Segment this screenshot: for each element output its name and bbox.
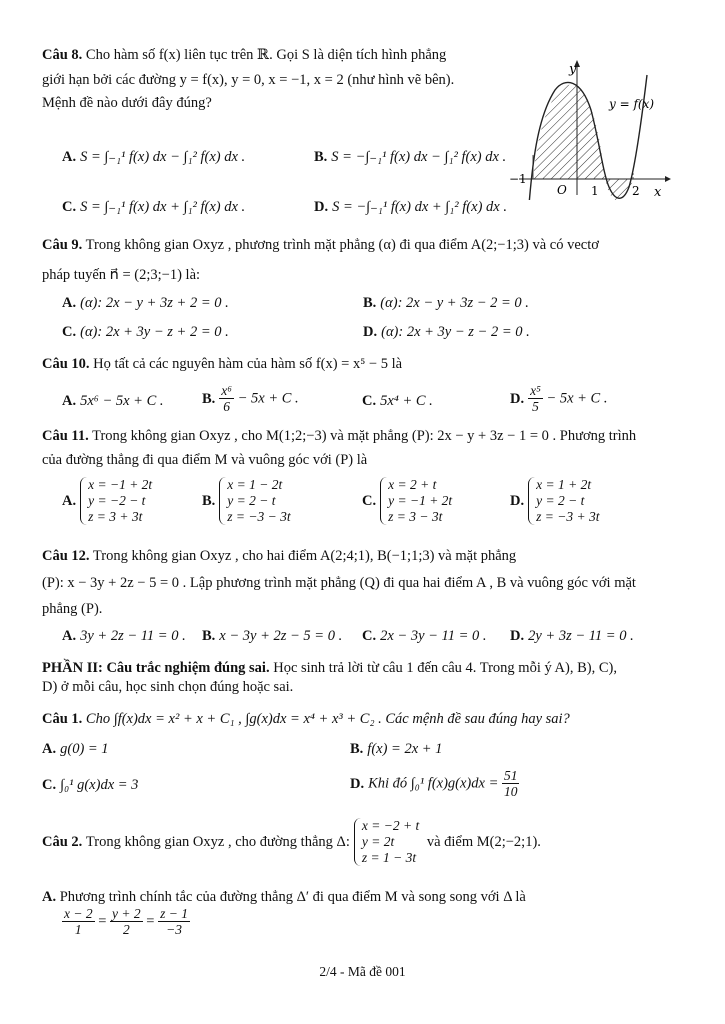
p2q1-statement-a[interactable] <box>42 740 109 758</box>
q10-label: Câu 10. <box>42 356 90 372</box>
q11-line1 <box>42 427 636 445</box>
equals-sign: = <box>98 913 107 930</box>
canonical-equation <box>62 906 190 937</box>
p2q1-statement-b[interactable] <box>350 740 442 758</box>
q8-line2: giới hạn bởi các đường y = f(x), y = 0, x = −1, x = 2 (như hình vẽ bên). <box>42 72 455 88</box>
q11-option-c[interactable] <box>362 477 456 525</box>
option-label: D. <box>510 493 525 509</box>
x-axis-arrow <box>665 176 671 182</box>
option-label: C. <box>362 628 377 644</box>
option-label: D. <box>314 199 329 215</box>
fraction-num: z − 1 <box>160 906 188 921</box>
option-label: B. <box>202 493 216 509</box>
part2-text-1: Học sinh trả lời từ câu 1 đến câu 4. Trong mỗi ý A), B), C), <box>269 660 617 676</box>
option-text: S = ∫₋₁¹ f(x) dx − ∫₁² f(x) dx . <box>80 149 246 165</box>
q8-text-1: Cho hàm số f(x) liên tục trên ℝ. Gọi S là diện tích hình phẳng <box>85 47 447 63</box>
system-row: z = 1 − 3t <box>361 850 417 865</box>
q8-line1 <box>42 46 446 64</box>
equation-system <box>528 477 603 525</box>
tick-2: 2 <box>632 184 640 198</box>
q8-option-a[interactable] <box>62 148 245 166</box>
p2q2-label: Câu 2. <box>42 834 83 850</box>
p2q2-line1 <box>42 818 541 866</box>
option-label: B. <box>202 390 216 407</box>
option-label: B. <box>202 628 216 644</box>
option-text: 2x − 3y − 11 = 0 . <box>380 628 487 644</box>
q12-option-b[interactable] <box>202 627 342 645</box>
q11-label: Câu 11. <box>42 428 89 444</box>
p2q1-label: Câu 1. <box>42 711 83 727</box>
q9-line1 <box>42 236 599 254</box>
option-text: (α): 2x − y + 3z − 2 = 0 . <box>380 295 529 311</box>
fraction-x <box>62 906 95 937</box>
option-label: A. <box>62 149 77 165</box>
q9-option-b[interactable] <box>363 294 529 312</box>
p2q2-stem-end: và điểm M(2;−2;1). <box>426 834 541 850</box>
curve-label: y = f(x) <box>609 97 655 111</box>
q12-line3: phẳng (P). <box>42 601 103 617</box>
system-row: y = −2 − t <box>88 493 146 508</box>
line-delta-system <box>354 818 423 866</box>
system-row: z = −3 − 3t <box>227 509 291 524</box>
option-text: S = −∫₋₁¹ f(x) dx + ∫₁² f(x) dx . <box>332 199 507 215</box>
page-footer: 2/4 - Mã đề 001 <box>319 964 406 979</box>
option-text: − 5x + C . <box>542 390 608 407</box>
p2q2-stem: Trong không gian Oxyz , cho đường thẳng Δ: <box>85 834 350 850</box>
fraction-den: −3 <box>166 922 182 937</box>
option-text: 5x⁴ + C . <box>380 393 433 409</box>
tick-1: 1 <box>591 184 599 198</box>
q10-option-c[interactable] <box>362 392 433 410</box>
option-label: C. <box>362 493 377 509</box>
option-text: f(x) = 2x + 1 <box>367 741 443 757</box>
option-label: D. <box>350 775 365 792</box>
option-text: − 5x + C . <box>233 390 299 407</box>
option-label: C. <box>62 199 77 215</box>
option-text: Khi đó ∫₀¹ f(x)g(x)dx = <box>368 775 499 792</box>
system-row: x = −1 + 2t <box>88 477 153 492</box>
fraction-den: 10 <box>503 784 518 799</box>
option-label: C. <box>362 393 377 409</box>
system-row: z = −3 + 3t <box>536 509 600 524</box>
option-label: A. <box>62 628 77 644</box>
option-label: C. <box>42 777 57 793</box>
fraction-num: x⁶ <box>221 383 232 398</box>
q11-line2: của đường thẳng đi qua điểm M và vuông góc với (P) là <box>42 452 368 468</box>
fraction-den: 1 <box>74 922 82 937</box>
option-text: g(0) = 1 <box>60 741 109 757</box>
option-label: A. <box>62 393 77 409</box>
option-label: A. <box>62 295 77 311</box>
q12-option-d[interactable] <box>510 627 634 645</box>
q10-option-d[interactable] <box>510 383 607 414</box>
fraction-z <box>158 906 190 937</box>
q9-option-a[interactable] <box>62 294 229 312</box>
q10-line1 <box>42 355 402 373</box>
fraction <box>502 768 520 799</box>
option-text: x − 3y + 2z − 5 = 0 . <box>219 628 343 644</box>
fraction-num: x⁵ <box>530 383 541 398</box>
system-row: y = 2 − t <box>536 493 585 508</box>
q12-option-c[interactable] <box>362 627 487 645</box>
option-text: 3y + 2z − 11 = 0 . <box>80 628 186 644</box>
q10-option-a[interactable] <box>62 392 164 410</box>
p2q1-line1 <box>42 710 570 728</box>
option-label: D. <box>510 628 525 644</box>
option-text: 5x⁶ − 5x + C . <box>80 393 164 409</box>
origin-label: O <box>557 183 567 197</box>
y-axis-label: y <box>569 62 577 77</box>
equation-system <box>80 477 156 525</box>
q9-line2: pháp tuyến n⃗ = (2;3;−1) là: <box>42 267 201 283</box>
q8-line3: Mệnh đề nào dưới đây đúng? <box>42 95 212 111</box>
part2-line1 <box>42 659 617 677</box>
option-text: Phương trình chính tắc của đường thẳng Δ′ đi qua điểm M và song song với Δ là <box>59 889 526 905</box>
q11-option-a[interactable] <box>62 477 156 525</box>
fraction <box>219 383 234 414</box>
option-label: D. <box>510 390 525 407</box>
q12-label: Câu 12. <box>42 548 90 564</box>
q11-option-b[interactable] <box>202 477 295 525</box>
equation-system <box>380 477 456 525</box>
shaded-area-left <box>533 85 605 179</box>
system-row: y = 2t <box>361 834 395 849</box>
q12-line2: (P): x − 3y + 2z − 5 = 0 . Lập phương trình mặt phẳng (Q) đi qua hai điểm A , B và vuông góc với mặt <box>42 575 636 591</box>
fraction-den: 5 <box>532 399 539 414</box>
q9-text-1: Trong không gian Oxyz , phương trình mặt phẳng (α) đi qua điểm A(2;−1;3) và có vectơ <box>85 237 599 253</box>
system-row: x = −2 + t <box>361 818 420 833</box>
option-label: B. <box>314 149 328 165</box>
q8-option-c[interactable] <box>62 198 245 216</box>
option-label: C. <box>62 324 77 340</box>
q8-option-d[interactable] <box>314 198 507 216</box>
system-row: z = 3 − 3t <box>388 509 443 524</box>
option-text: (α): 2x + 3y − z + 2 = 0 . <box>80 324 229 340</box>
system-row: z = 3 + 3t <box>88 509 143 524</box>
q11-text-1: Trong không gian Oxyz , cho M(1;2;−3) và mặt phẳng (P): 2x − y + 3z − 1 = 0 . Phương trình <box>92 428 637 444</box>
option-label: A. <box>42 741 57 757</box>
q12-option-a[interactable] <box>62 627 186 645</box>
option-text: ∫₀¹ g(x)dx = 3 <box>60 777 139 793</box>
q12-line1 <box>42 547 516 565</box>
option-text: (α): 2x − y + 3z + 2 = 0 . <box>80 295 229 311</box>
x-axis-label: x <box>654 185 662 200</box>
option-text: (α): 2x + 3y − z − 2 = 0 . <box>381 324 530 340</box>
option-label: D. <box>363 324 378 340</box>
p2q1-stem: Cho ∫f(x)dx = x² + x + C₁ , ∫g(x)dx = x⁴ + x³ + C₂ . Các mệnh đề sau đúng hay sai? <box>85 711 570 727</box>
option-text: 2y + 3z − 11 = 0 . <box>528 628 634 644</box>
option-label: A. <box>62 493 77 509</box>
q8-label: Câu 8. <box>42 47 83 63</box>
fraction-y <box>110 906 143 937</box>
option-text: S = −∫₋₁¹ f(x) dx − ∫₁² f(x) dx . <box>331 149 507 165</box>
system-row: x = 1 − 2t <box>227 477 283 492</box>
q9-option-c[interactable] <box>62 323 229 341</box>
q9-option-d[interactable] <box>363 323 530 341</box>
equation-system <box>219 477 294 525</box>
q10-option-b[interactable] <box>202 383 299 414</box>
q10-text-1: Họ tất cả các nguyên hàm của hàm số f(x) = x⁵ − 5 là <box>93 356 403 372</box>
q12-text-1: Trong không gian Oxyz , cho hai điểm A(2;4;1), B(−1;1;3) và mặt phẳng <box>92 548 517 564</box>
option-label: A. <box>42 889 57 905</box>
p2q1-statement-c[interactable] <box>42 776 138 794</box>
part2-heading: PHẦN II: Câu trắc nghiệm đúng sai. <box>42 660 270 676</box>
option-label: B. <box>363 295 377 311</box>
function-graph <box>505 55 677 200</box>
fraction-num: y + 2 <box>112 906 141 921</box>
part2-line2: D) ở mỗi câu, học sinh chọn đúng hoặc sai. <box>42 679 294 695</box>
system-row: y = 2 − t <box>227 493 276 508</box>
tick-minus1: −1 <box>509 172 527 186</box>
p2q1-statement-d[interactable] <box>350 768 519 799</box>
fraction-den: 2 <box>122 922 130 937</box>
option-text: S = ∫₋₁¹ f(x) dx + ∫₁² f(x) dx . <box>80 199 246 215</box>
system-row: x = 2 + t <box>388 477 437 492</box>
system-row: x = 1 + 2t <box>536 477 592 492</box>
system-row: y = −1 + 2t <box>388 493 453 508</box>
fraction-num: x − 2 <box>64 906 93 921</box>
fraction-num: 51 <box>503 768 518 783</box>
option-label: B. <box>350 741 364 757</box>
p2q2-statement-a[interactable] <box>42 888 526 906</box>
q8-option-b[interactable] <box>314 148 506 166</box>
equals-sign: = <box>146 913 155 930</box>
shaded-area-right <box>605 179 633 200</box>
q9-label: Câu 9. <box>42 237 83 253</box>
q11-option-d[interactable] <box>510 477 603 525</box>
fraction-den: 6 <box>223 399 231 414</box>
fraction <box>528 383 543 414</box>
